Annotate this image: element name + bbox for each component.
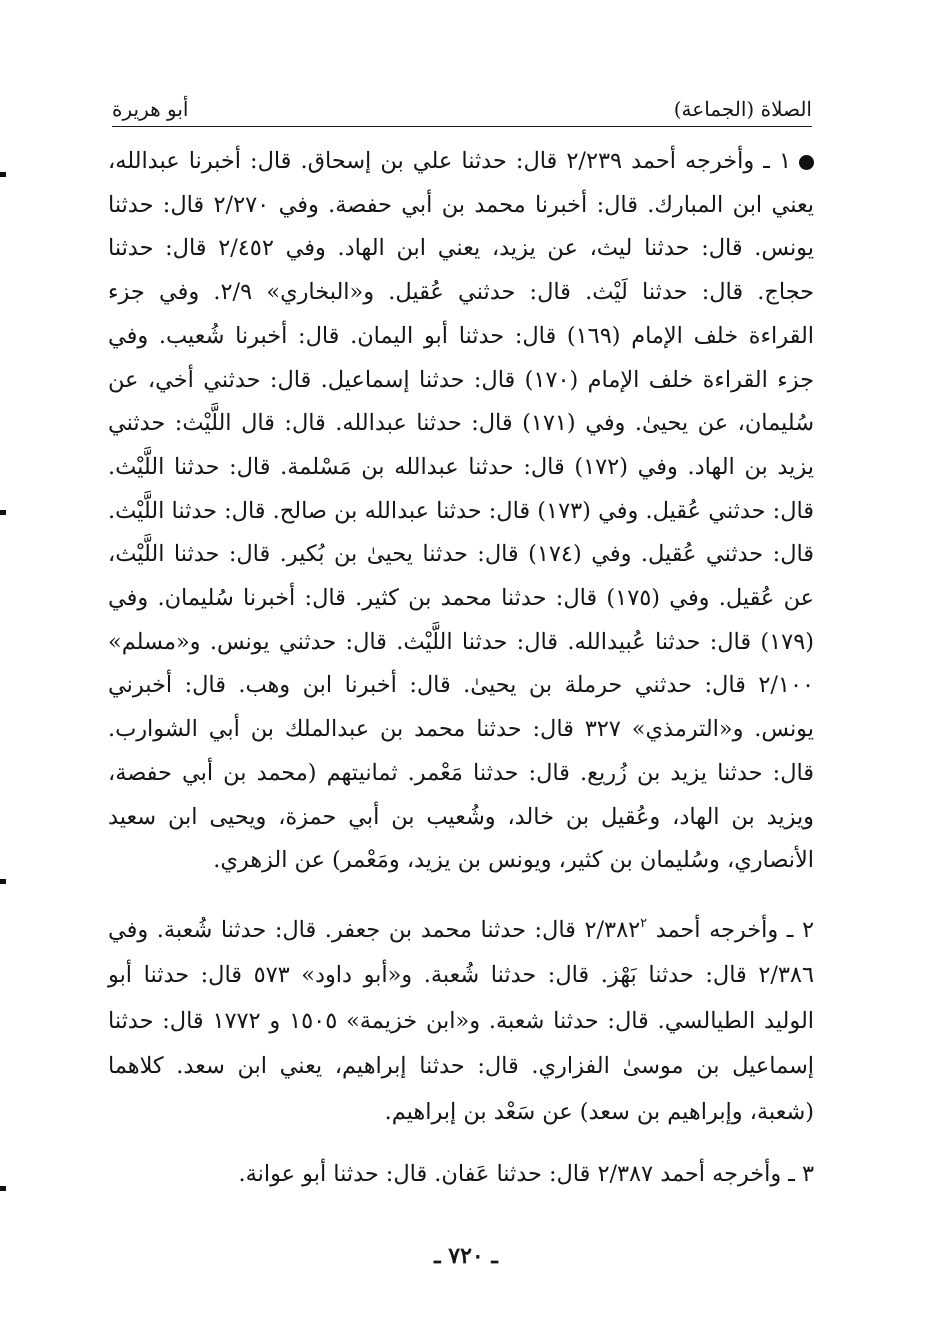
running-header [112, 92, 812, 127]
paragraph-2 [108, 901, 814, 1136]
paragraph-2-text-rest: قال: حدثنا محمد بن جعفر. قال: حدثنا شُعبة. وفي ٢/٣٨٦ قال: حدثنا بَهْز. قال: حدثنا شُعبة. و«أبو داود» ٥٧٣ قال: حدثنا أبو الوليد الطيالسي. قال: حدثنا شعبة. و«ابن خزيمة» ١٥٠٥ و ١٧٧٢ قال: حدثنا إسماعيل بن موسىٰ الفزاري. قال: حدثنا إبراهيم، يعني ابن سعد. كلاهما (شعبة، وإبراهيم بن سعد) عن سَعْد بن إبراهيم. [108, 916, 814, 1125]
narrator-name: أبو هريرة [112, 97, 189, 121]
paragraph-3-text: ٣ ـ وأخرجه أحمد ٢/٣٨٧ قال: حدثنا عَفان. قال: حدثنا أبو عوانة. [238, 1161, 814, 1188]
body-text [108, 140, 814, 1197]
margin-mark [0, 510, 6, 515]
paragraph-3 [108, 1151, 814, 1197]
paragraph-2-text-start: ٢ ـ وأخرجه أحمد ٢/٣٨٢ [584, 916, 814, 943]
footnote-marker: ٢ [640, 915, 648, 931]
margin-mark [0, 1186, 6, 1191]
page-number: ـ ٧٢٠ ـ [434, 1243, 498, 1269]
margin-mark [0, 172, 6, 177]
margin-mark [0, 879, 6, 884]
paragraph-1 [108, 140, 814, 883]
paragraph-1-text: ١ ـ وأخرجه أحمد ٢/٢٣٩ قال: حدثنا علي بن إسحاق. قال: أخبرنا عبدالله، يعني ابن المبارك. قال: أخبرنا محمد بن أبي حفصة. وفي ٢/٢٧٠ قال: حدثنا يونس. قال: حدثنا ليث، عن يزيد، يعني ابن الهاد. وفي ٢/٤٥٢ قال: حدثنا حجاج. قال: حدثنا لَيْث. قال: حدثني عُقيل. و«البخاري» ٢/٩. وفي جزء القراءة خلف الإمام (١٦٩) قال: حدثنا أبو اليمان. قال: أخبرنا شُعيب. وفي جزء القراءة خلف الإمام (١٧٠) قال: حدثنا إسماعيل. قال: حدثني أخي، عن سُليمان، عن يحيىٰ. وفي (١٧١) قال: حدثنا عبدالله. قال: قال اللَّيْث: حدثني يزيد بن الهاد. وفي (١٧٢) قال: حدثنا عبدالله بن مَسْلمة. قال: حدثنا اللَّيْث. قال: حدثني عُقيل. وفي (١٧٣) قال: حدثنا عبدالله بن صالح. قال: حدثنا اللَّيْث. قال: حدثني عُقيل. وفي (١٧٤) قال: حدثنا يحيىٰ بن بُكير. قال: حدثنا اللَّيْث، عن عُقيل. وفي (١٧٥) قال: حدثنا محمد بن كثير. قال: أخبرنا سُليمان. وفي (١٧٩) قال: حدثنا عُبيدالله. قال: حدثنا اللَّيْث. قال: حدثني يونس. و«مسلم» ٢/١٠٠ قال: حدثني حرملة بن يحيىٰ. قال: أخبرنا ابن وهب. قال: أخبرني يونس. و«الترمذي» ٣٢٧ قال: حدثنا محمد بن عبدالملك بن أبي الشوارب. قال: حدثنا يزيد بن زُريع. قال: حدثنا مَعْمر. ثمانيتهم (محمد بن أبي حفصة، ويزيد بن الهاد، وعُقيل بن خالد، وشُعيب بن أبي حمزة، ويحيى ابن سعيد الأنصاري، وسُليمان بن كثير، ويونس بن يزيد، ومَعْمر) عن الزهري. [108, 148, 814, 874]
chapter-title: الصلاة (الجماعة) [673, 97, 812, 121]
bullet-icon [799, 155, 814, 170]
